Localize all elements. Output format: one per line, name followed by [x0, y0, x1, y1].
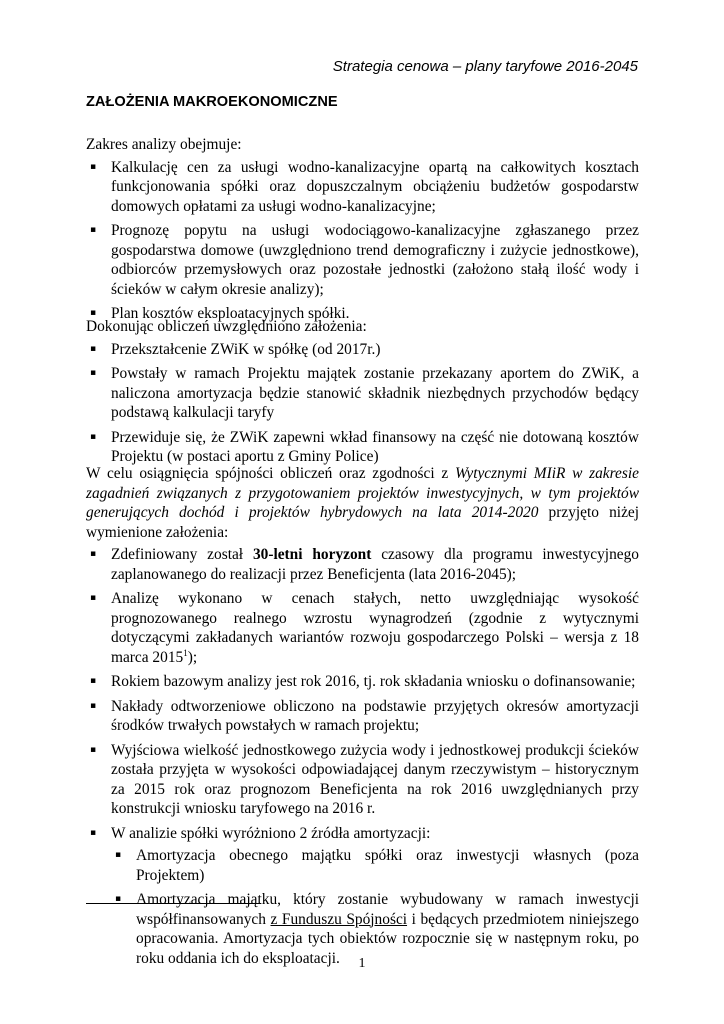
scope-intro: Zakres analizy obejmuje: [86, 136, 242, 153]
list-item-text: Prognozę popytu na usługi wodociągowo-kanalizacyjne zgłaszanego przez gospodarstwa domowe (uwzględniono trend demograficzny i zużycie jednostkowe), odbiorców przemysłowych oraz pozostałe jednostki (założono stałą ilość wody i ścieków w całym okresie analizy); [111, 222, 639, 298]
list-item [86, 672, 639, 692]
bullet-icon: ▪ [90, 827, 97, 838]
list-item [86, 697, 639, 736]
running-header: Strategia cenowa – plany taryfowe 2016-2045 [332, 58, 638, 75]
list-item-text: Rokiem bazowym analizy jest rok 2016, tj. rok składania wniosku o dofinansowanie; [111, 673, 636, 690]
list-item [86, 824, 639, 969]
bullet-icon: ▪ [90, 368, 97, 378]
list-item-text: Wyjściowa wielkość jednostkowego zużycia wody i jednostkowej produkcji ścieków została przyjęta w wysokości odpowiadającej danym rzeczywistym – historycznym za 2015 rok oraz prognozom Beneficjenta na rok 2016 uwzględnianych przy konstrukcji wniosku taryfowego na 2016 r. [111, 741, 639, 817]
list-item-text: i będących przedmiotem niniejszego opracowania. Amortyzacja tych obiektów rozpocznie się w następnym roku, po roku oddania ich do eksploatacji. [136, 910, 639, 967]
assumptions-section [86, 317, 639, 467]
bullet-icon: ▪ [90, 676, 97, 686]
list-item [86, 741, 639, 819]
guidelines-intro [86, 464, 639, 542]
list-item [86, 221, 639, 299]
guidelines-intro-end: przyjęto niżej wymienione założenia: [86, 504, 640, 541]
section-heading: ZAŁOŻENIA MAKROEKONOMICZNE [86, 94, 338, 110]
guidelines-intro-start: W celu osiągnięcia spójności obliczeń oraz zgodności z [86, 465, 455, 482]
list-item-text: ); [187, 648, 198, 666]
bullet-icon: ▪ [90, 225, 97, 235]
horizon-emphasis: 30-letni horyzont [252, 546, 372, 563]
list-item-text: Kalkulację cen za usługi wodno-kanalizacyjne opartą na całkowitych kosztach funkcjonowania spółki oraz dopuszczalnym obciążeniu budżetów gospodarstw domowych opłatami za usługi wodno-kanalizacyjne; [111, 158, 639, 215]
bullet-icon: ▪ [90, 431, 97, 442]
assumptions-list [86, 340, 639, 467]
list-item-text: Powstały w ramach Projektu majątek zostanie przekazany aportem do ZWiK, a naliczona amortyzacja będzie stanowić składnik niezbędnych przychodów będący podstawą kalkulacji taryfy [111, 365, 639, 421]
bullet-icon: ▪ [90, 549, 97, 559]
list-item [86, 340, 639, 360]
bullet-icon: ▪ [90, 343, 97, 354]
cohesion-fund-link[interactable]: z Funduszu Spójności [270, 910, 408, 928]
list-item [86, 545, 639, 584]
footnote-ref[interactable]: 1 [183, 647, 188, 658]
bullet-icon: ▪ [115, 850, 122, 860]
list-item-text: Analizę wykonano w cenach stałych, netto uwzględniając wysokość prognozowanego realnego wzrostu wynagrodzeń (zgodnie z wytycznymi dotyczącymi zakładanych wariantów rozwoju gospodarczego Polski – wersja z 18 marca 2015 [111, 590, 639, 666]
scope-list [86, 158, 639, 324]
list-item [86, 158, 639, 217]
assumptions-intro: Dokonując obliczeń uwzględniono założenia: [86, 318, 367, 335]
list-item-text: Nakłady odtworzeniowe obliczono na podstawie przyjętych okresów amortyzacji środków trwałych powstałych w ramach projektu; [111, 697, 639, 734]
list-item-text: Plan kosztów eksploatacyjnych spółki. [111, 305, 350, 322]
amortization-sources-list [111, 846, 639, 968]
list-item [86, 428, 639, 467]
list-item [86, 589, 639, 667]
bullet-icon: ▪ [115, 894, 122, 904]
list-item [86, 364, 639, 423]
list-item-text: Przekształcenie ZWiK w spółkę (od 2017r.) [111, 340, 381, 358]
guidelines-list [86, 545, 639, 968]
list-item-text: Amortyzacja obecnego majątku spółki oraz inwestycji własnych (poza Projektem) [136, 847, 639, 884]
guidelines-reference: Wytycznymi MIiR w zakresie zagadnień związanych z przygotowaniem projektów inwestycyjnych, w tym projektów generujących dochód i projektów hybrydowych na lata 2014-2020 [86, 465, 639, 521]
bullet-icon: ▪ [90, 744, 97, 755]
page-number: 1 [358, 956, 366, 971]
bullet-icon: ▪ [90, 161, 97, 172]
scope-section [86, 135, 639, 324]
list-item-text: czasowy dla programu inwestycyjnego zaplanowanego do realizacji przez Beneficjenta (lata 2016-2045); [111, 546, 639, 583]
list-item-text: Zdefiniowany został [111, 546, 253, 563]
list-item-text: Amortyzacja majątku, który zostanie wybudowany w ramach inwestycji współfinansowanych [136, 891, 639, 928]
list-item-text: Przewiduje się, że ZWiK zapewni wkład finansowy na część nie dotowaną kosztów Projektu (w postaci aportu z Gminy Police) [111, 428, 639, 465]
bullet-icon: ▪ [90, 700, 97, 711]
bullet-icon: ▪ [90, 308, 97, 318]
list-item [111, 846, 639, 885]
list-item-text: W analizie spółki wyróżniono 2 źródła amortyzacji: [111, 824, 431, 842]
footnote-separator [86, 903, 261, 904]
guidelines-section [86, 464, 639, 968]
bullet-icon: ▪ [90, 593, 97, 603]
